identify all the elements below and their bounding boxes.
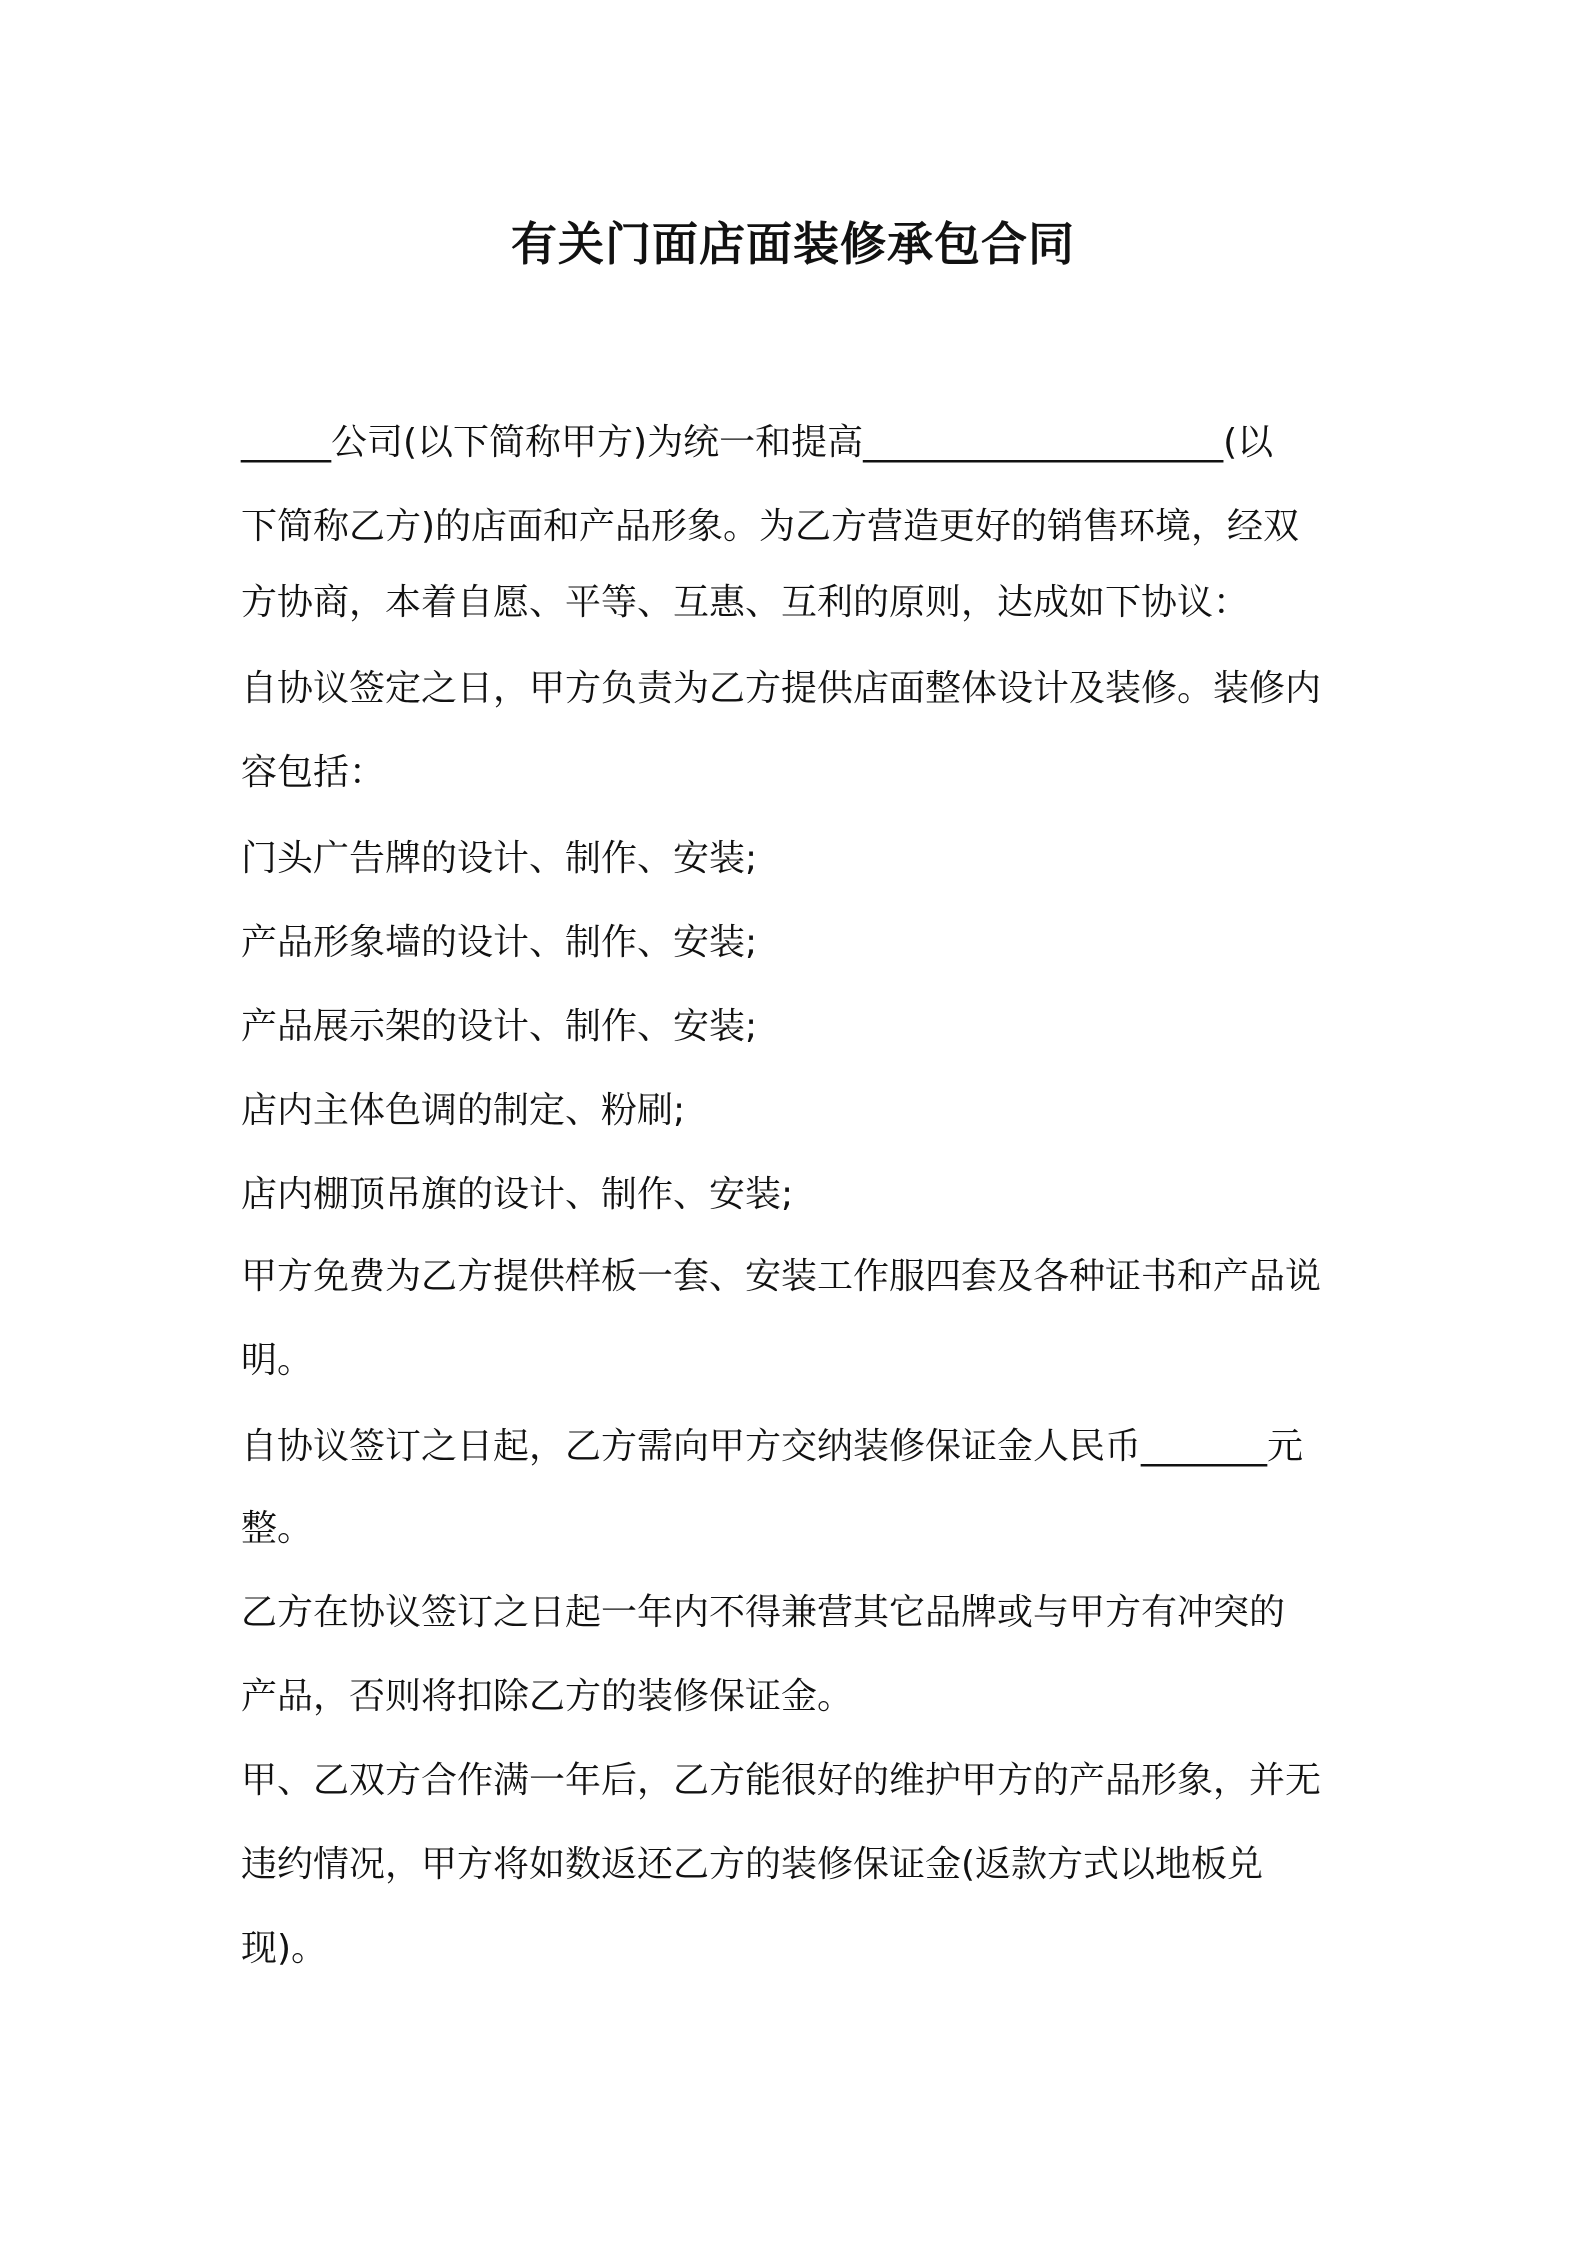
paragraph-line: 甲、乙双方合作满一年后，乙方能很好的维护甲方的产品形象，并无 (241, 1760, 1322, 1801)
list-item: 店内棚顶吊旗的设计、制作、安装; (241, 1174, 794, 1215)
paragraph-line: 自协议签定之日，甲方负责为乙方提供店面整体设计及装修。装修内 (241, 668, 1322, 709)
paragraph-line: 整。 (241, 1508, 314, 1549)
list-item: 门头广告牌的设计、制作、安装; (241, 838, 758, 879)
paragraph-line: 甲方免费为乙方提供样板一套、安装工作服四套及各种证书和产品说 (241, 1256, 1322, 1297)
paragraph-line: 下简称乙方)的店面和产品形象。为乙方营造更好的销售环境，经双 (241, 506, 1300, 547)
paragraph-line: 自协议签订之日起，乙方需向甲方交纳装修保证金人民币_______元 (241, 1426, 1304, 1467)
paragraph-line: 乙方在协议签订之日起一年内不得兼营其它品牌或与甲方有冲突的 (241, 1592, 1286, 1633)
paragraph-line: 违约情况，甲方将如数返还乙方的装修保证金(返款方式以地板兑 (241, 1844, 1264, 1885)
paragraph-line: 容包括： (241, 752, 386, 793)
paragraph-line: 方协商，本着自愿、平等、互惠、互利的原则，达成如下协议： (241, 582, 1250, 623)
paragraph-line: 明。 (241, 1340, 314, 1381)
paragraph-line: 现)。 (241, 1928, 328, 1969)
document-title: 有关门面店面装修承包合同 (511, 217, 1075, 271)
list-item: 店内主体色调的制定、粉刷; (241, 1090, 686, 1131)
paragraph-line: _____公司(以下简称甲方)为统一和提高____________________(以 (241, 422, 1274, 463)
paragraph-line: 产品，否则将扣除乙方的装修保证金。 (241, 1676, 854, 1717)
list-item: 产品展示架的设计、制作、安装; (241, 1006, 758, 1047)
list-item: 产品形象墙的设计、制作、安装; (241, 922, 758, 963)
